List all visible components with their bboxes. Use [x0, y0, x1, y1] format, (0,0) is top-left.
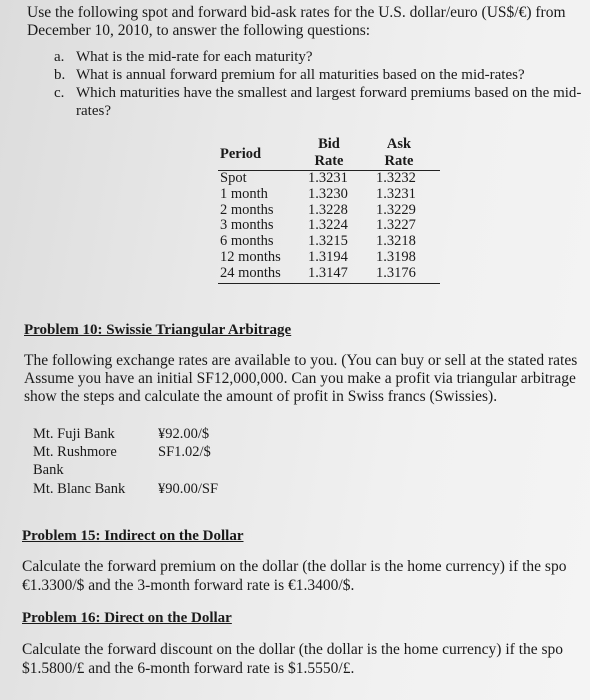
bid-cell: 1.3147 — [308, 264, 348, 281]
problem-10-line-1: The following exchange rates are available to you. (You can buy or sell at the stated rates — [24, 352, 578, 369]
period-cell: 6 months — [220, 233, 274, 250]
question-marker: c. — [54, 85, 65, 101]
header-bid-line1: Bid — [318, 136, 340, 152]
question-c — [54, 84, 581, 102]
problem-10-line-2: Assume you have an initial SF12,000,000. Can you make a profit via triangular arbitrage — [24, 370, 576, 387]
ask-cell: 1.3232 — [376, 170, 416, 186]
question-a — [54, 48, 313, 66]
question-text: Which maturities have the smallest and largest forward premiums based on the mid- — [76, 85, 582, 101]
intro-line-1: Use the following spot and forward bid-ask rates for the U.S. dollar/euro (US$/€) from — [27, 4, 566, 21]
intro-line-2: December 10, 2010, to answer the following questions: — [27, 22, 371, 39]
period-cell: Spot — [220, 170, 247, 186]
problem-15-title: Problem 15: Indirect on the Dollar — [22, 528, 244, 544]
bid-cell: 1.3224 — [308, 217, 348, 234]
problem-16-line-2: $1.5800/£ and the 6-month forward rate is $1.5550/£. — [22, 660, 355, 677]
bank-name: Mt. Blanc Bank — [33, 481, 126, 497]
bank-rate: SF1.02/$ — [158, 444, 211, 460]
header-period: Period — [220, 146, 262, 162]
period-cell: 2 months — [220, 201, 274, 218]
question-text: What is the mid-rate for each maturity? — [76, 49, 313, 65]
question-b — [54, 66, 525, 84]
bid-cell: 1.3231 — [308, 170, 348, 186]
header-bid-line2: Rate — [314, 153, 344, 169]
bank-name: Mt. Rushmore — [33, 444, 117, 460]
table-row — [218, 234, 440, 250]
ask-cell: 1.3176 — [376, 264, 416, 281]
problem-10-title: Problem 10: Swissie Triangular Arbitrage — [24, 322, 292, 338]
table-row — [218, 171, 440, 187]
period-cell: 3 months — [220, 217, 274, 234]
ask-cell: 1.3218 — [376, 233, 416, 250]
bank-rate: ¥90.00/SF — [158, 481, 219, 497]
problem-16-line-1: Calculate the forward discount on the dollar (the dollar is the home currency) if the spo — [22, 641, 564, 658]
ask-cell: 1.3198 — [376, 248, 416, 265]
table-row — [218, 187, 440, 203]
bank-rate: ¥92.00/$ — [158, 426, 210, 442]
table-row — [218, 203, 440, 219]
bid-cell: 1.3194 — [308, 248, 348, 265]
table-row — [218, 218, 440, 234]
problem-10-line-3: show the steps and calculate the amount of profit in Swiss francs (Swissies). — [24, 388, 498, 405]
problem-16-title: Problem 16: Direct on the Dollar — [22, 610, 232, 626]
bid-cell: 1.3228 — [308, 201, 348, 218]
ask-cell: 1.3227 — [376, 217, 416, 234]
ask-cell: 1.3229 — [376, 201, 416, 218]
header-bid-rate — [304, 136, 354, 170]
header-ask-rate — [374, 136, 424, 170]
question-marker: a. — [54, 49, 65, 65]
header-ask-line1: Ask — [386, 136, 412, 152]
rate-table — [218, 136, 440, 284]
table-row — [218, 266, 440, 284]
bank-name-continued: Bank — [33, 462, 64, 478]
question-text: What is annual forward premium for all maturities based on the mid-rates? — [76, 67, 525, 83]
bid-cell: 1.3230 — [308, 185, 348, 202]
question-marker: b. — [54, 67, 66, 83]
header-ask-line2: Rate — [384, 153, 414, 169]
bid-cell: 1.3215 — [308, 233, 348, 250]
question-c-continued: rates? — [76, 103, 111, 119]
period-cell: 24 months — [220, 264, 281, 281]
period-cell: 1 month — [220, 185, 268, 202]
period-cell: 12 months — [220, 248, 281, 265]
problem-15-line-1: Calculate the forward premium on the dollar (the dollar is the home currency) if the spo — [22, 558, 567, 575]
table-row — [218, 250, 440, 266]
problem-15-line-2: €1.3300/$ and the 3-month forward rate is €1.3400/$. — [22, 577, 355, 594]
ask-cell: 1.3231 — [376, 185, 416, 202]
rate-table-header — [218, 136, 440, 171]
bank-name: Mt. Fuji Bank — [33, 426, 115, 442]
